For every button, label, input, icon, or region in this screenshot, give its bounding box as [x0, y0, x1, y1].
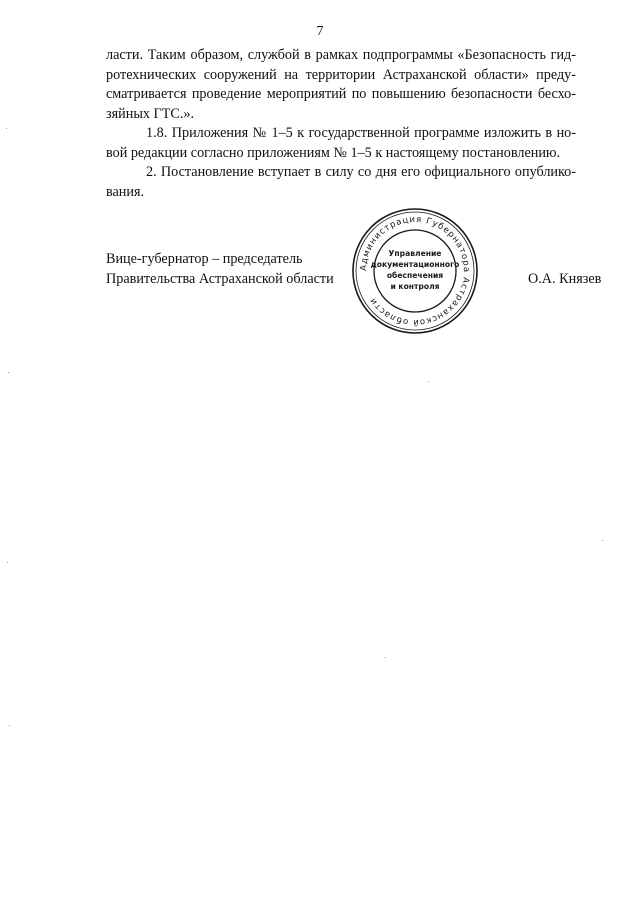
- text-line: ласти. Таким образом, службой в рамках подпрограммы «Безопасность гид-: [106, 47, 576, 63]
- svg-text:документационного: документационного: [370, 260, 460, 269]
- signatory-position: [106, 250, 334, 289]
- svg-text:и контроля: и контроля: [390, 282, 440, 291]
- page-number: 7: [316, 24, 324, 39]
- signatory-name: О.А. Князев: [528, 271, 602, 287]
- signatory-position-line: Вице-губернатор – председатель: [106, 251, 303, 267]
- text-line: 2. Постановление вступает в силу со дня его официального опублико-: [146, 164, 576, 180]
- scan-speck: [602, 540, 603, 541]
- scan-speck: [7, 562, 8, 563]
- text-line: вания.: [106, 183, 145, 200]
- scan-speck: [428, 381, 429, 382]
- document-body: [106, 46, 576, 202]
- svg-text:Администрация Губернатора Астр: Администрация Губернатора Астраханской области: [358, 214, 472, 328]
- text-line: сматривается проведение мероприятий по повышению безопасности бесхо-: [106, 86, 576, 102]
- paragraph-continuation: [106, 46, 576, 124]
- svg-text:обеспечения: обеспечения: [386, 271, 444, 280]
- text-line: 1.8. Приложения № 1–5 к государственной программе изложить в но-: [146, 125, 576, 141]
- official-stamp: [350, 206, 480, 336]
- scan-speck: [9, 725, 10, 726]
- signatory-position-line: Правительства Астраханской области: [106, 270, 334, 287]
- paragraph-item-2: [106, 163, 576, 202]
- scan-speck: [8, 372, 9, 373]
- text-line: зяйных ГТС.».: [106, 105, 195, 122]
- scan-speck: [385, 657, 386, 658]
- paragraph-item-1-8: [106, 124, 576, 163]
- text-line: ротехнических сооружений на территории Астраханской области» преду-: [106, 66, 576, 83]
- svg-text:Управление: Управление: [388, 249, 442, 258]
- text-line: вой редакции согласно приложениям № 1–5 к настоящему постановлению.: [106, 144, 561, 161]
- scan-speck: [6, 128, 7, 129]
